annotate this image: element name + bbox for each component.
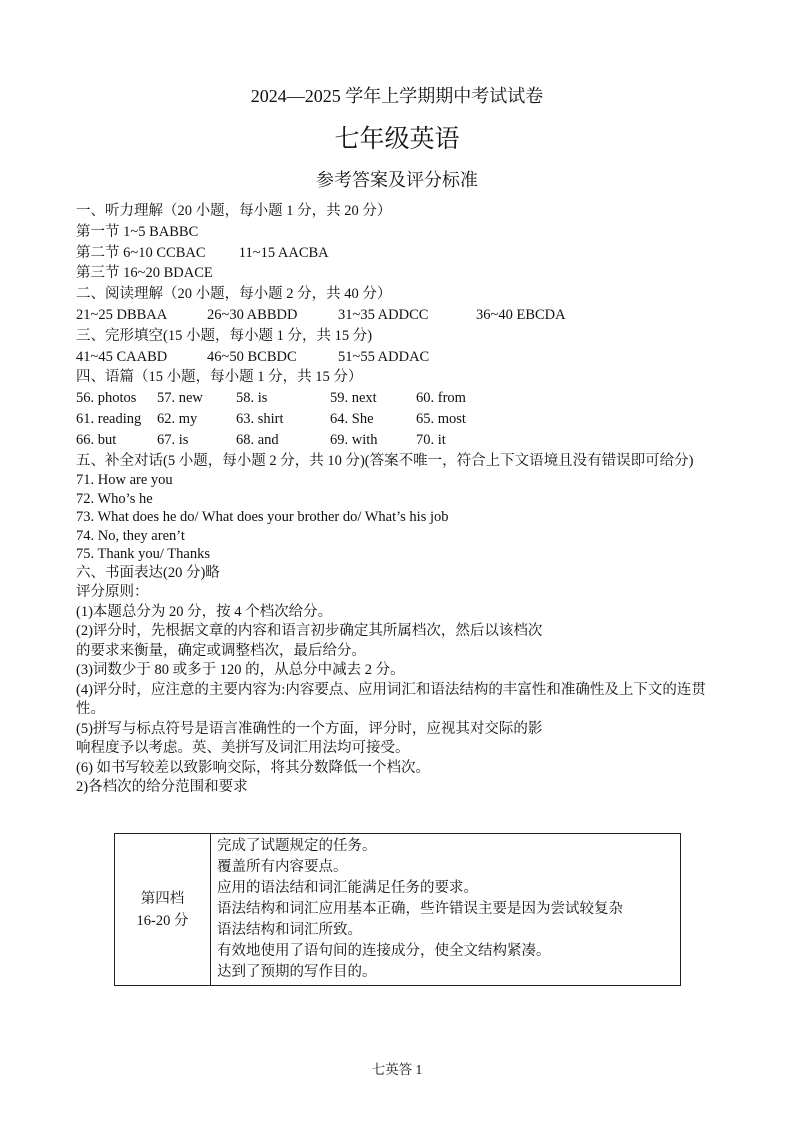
answer-item: 66. but (76, 431, 117, 448)
grade-level-score: 16-20 分 (136, 912, 189, 929)
section-label: 第三节 (76, 265, 120, 282)
grade-requirement: 应用的语法结和词汇能满足任务的要求。 (217, 880, 478, 896)
answer-item: 56. photos (76, 390, 137, 407)
scoring-rule: 的要求来衡量，确定或调整档次，最后给分。 (76, 642, 366, 659)
answer-group: 36~40 EBCDA (476, 306, 566, 323)
scoring-rule: (3)词数少于 80 或多于 120 的，从总分中减去 2 分。 (76, 662, 405, 679)
answer-group: 46~50 BCBDC (207, 348, 297, 365)
scoring-principles-label: 评分原则： (76, 584, 149, 601)
scoring-rule: (2)评分时，先根据文章的内容和语言初步确定其所属档次，然后以该档次 (76, 623, 543, 640)
grade-row (115, 834, 681, 986)
scoring-rule: (4)评分时，应注意的主要内容为:内容要点、应用词汇和语法结构的丰富性和准确性及上下文的连贯性。 (76, 681, 706, 718)
page-footer: 七英答 1 (371, 1062, 423, 1077)
grade-requirement: 完成了试题规定的任务。 (217, 838, 377, 854)
grade-requirement: 覆盖所有内容要点。 (217, 859, 348, 875)
listening-section-2 (76, 243, 726, 264)
writing-heading: 六、书面表达(20 分)略 (76, 564, 220, 581)
answer-item: 65. most (416, 410, 466, 427)
dialogue-answer: 73. What does he do/ What does your brother do/ What’s his job (76, 509, 449, 526)
scoring-rule: (1)本题总分为 20 分，按 4 个档次给分。 (76, 603, 333, 620)
answer-item: 59. next (330, 390, 377, 407)
dialogue-answer: 74. No, they aren’t (76, 527, 185, 544)
answer-item: 68. and (236, 431, 279, 448)
answer-group: 6~10 CCBAC (123, 244, 206, 261)
grade-level-name: 第四档 (140, 890, 185, 907)
answer-group: 41~45 CAABD (76, 348, 168, 365)
listening-section-1 (76, 222, 726, 243)
cloze-heading: 三、完形填空(15 小题，每小题 1 分，共 15 分) (76, 327, 373, 344)
answer-group: 31~35 ADDCC (338, 306, 429, 323)
section-label: 第二节 (76, 244, 120, 261)
answer-item: 67. is (157, 431, 189, 448)
answer-group: 51~55 ADDAC (338, 348, 430, 365)
passage-heading: 四、语篇（15 小题，每小题 1 分，共 15 分） (76, 369, 363, 386)
answer-item: 60. from (416, 390, 466, 407)
grade-level-cell (115, 834, 211, 986)
grade-description-cell (211, 834, 681, 986)
answer-item: 69. with (330, 431, 378, 448)
answer-item: 57. new (157, 390, 203, 407)
answer-item: 58. is (236, 390, 268, 407)
listening-heading: 一、听力理解（20 小题，每小题 1 分，共 20 分） (76, 203, 392, 219)
answer-item: 63. shirt (236, 410, 284, 427)
answer-item: 61. reading (76, 410, 142, 427)
dialogue-answer: 71. How are you (76, 472, 173, 489)
listening-section-3 (76, 263, 726, 284)
scoring-rule: (6) 如书写较差以致影响交际，将其分数降低一个档次。 (76, 759, 431, 776)
answer-item: 62. my (157, 410, 198, 427)
scoring-rule: (5)拼写与标点符号是语言准确性的一个方面，评分时，应视其对交际的影 (76, 720, 543, 737)
passage-answer-row (76, 388, 726, 409)
answer-group: 16~20 BDACE (123, 265, 213, 282)
grade-requirement: 达到了预期的写作目的。 (217, 964, 377, 980)
document-title: 参考答案及评分标准 (316, 170, 478, 190)
dialogue-heading: 五、补全对话(5 小题，每小题 2 分，共 10 分)(答案不唯一，符合上下文语境且没有错误即可给分) (76, 452, 694, 469)
reading-answers (76, 305, 726, 326)
exam-title: 2024—2025 学年上学期期中考试试卷 (250, 86, 544, 106)
answer-group: 26~30 ABBDD (207, 306, 298, 323)
section-label: 第一节 (76, 223, 120, 240)
answer-group: 1~5 BABBC (123, 223, 199, 240)
answer-group: 21~25 DBBAA (76, 306, 168, 323)
dialogue-answer: 75. Thank you/ Thanks (76, 546, 210, 563)
grade-requirement: 语法结构和词汇应用基本正确，些许错误主要是因为尝试较复杂 (217, 901, 623, 917)
scoring-rule: 响程度予以考虑。英、美拼写及词汇用法均可接受。 (76, 740, 410, 757)
subject-title: 七年级英语 (334, 126, 460, 153)
grade-table (114, 833, 681, 986)
passage-answer-row (76, 430, 726, 451)
cloze-answers (76, 347, 726, 368)
answer-item: 70. it (416, 431, 446, 448)
answer-body (76, 201, 726, 798)
grade-requirement: 有效地使用了语句间的连接成分，使全文结构紧凑。 (217, 943, 551, 959)
dialogue-answer: 72. Who’s he (76, 490, 153, 507)
grade-requirement: 语法结构和词汇所致。 (217, 922, 362, 938)
answer-group: 11~15 AACBA (238, 244, 329, 261)
answer-item: 64. She (330, 410, 374, 427)
passage-answer-row (76, 409, 726, 430)
reading-heading: 二、阅读理解（20 小题，每小题 2 分，共 40 分） (76, 286, 392, 303)
grade-range-label: 2)各档次的给分范围和要求 (76, 779, 248, 796)
